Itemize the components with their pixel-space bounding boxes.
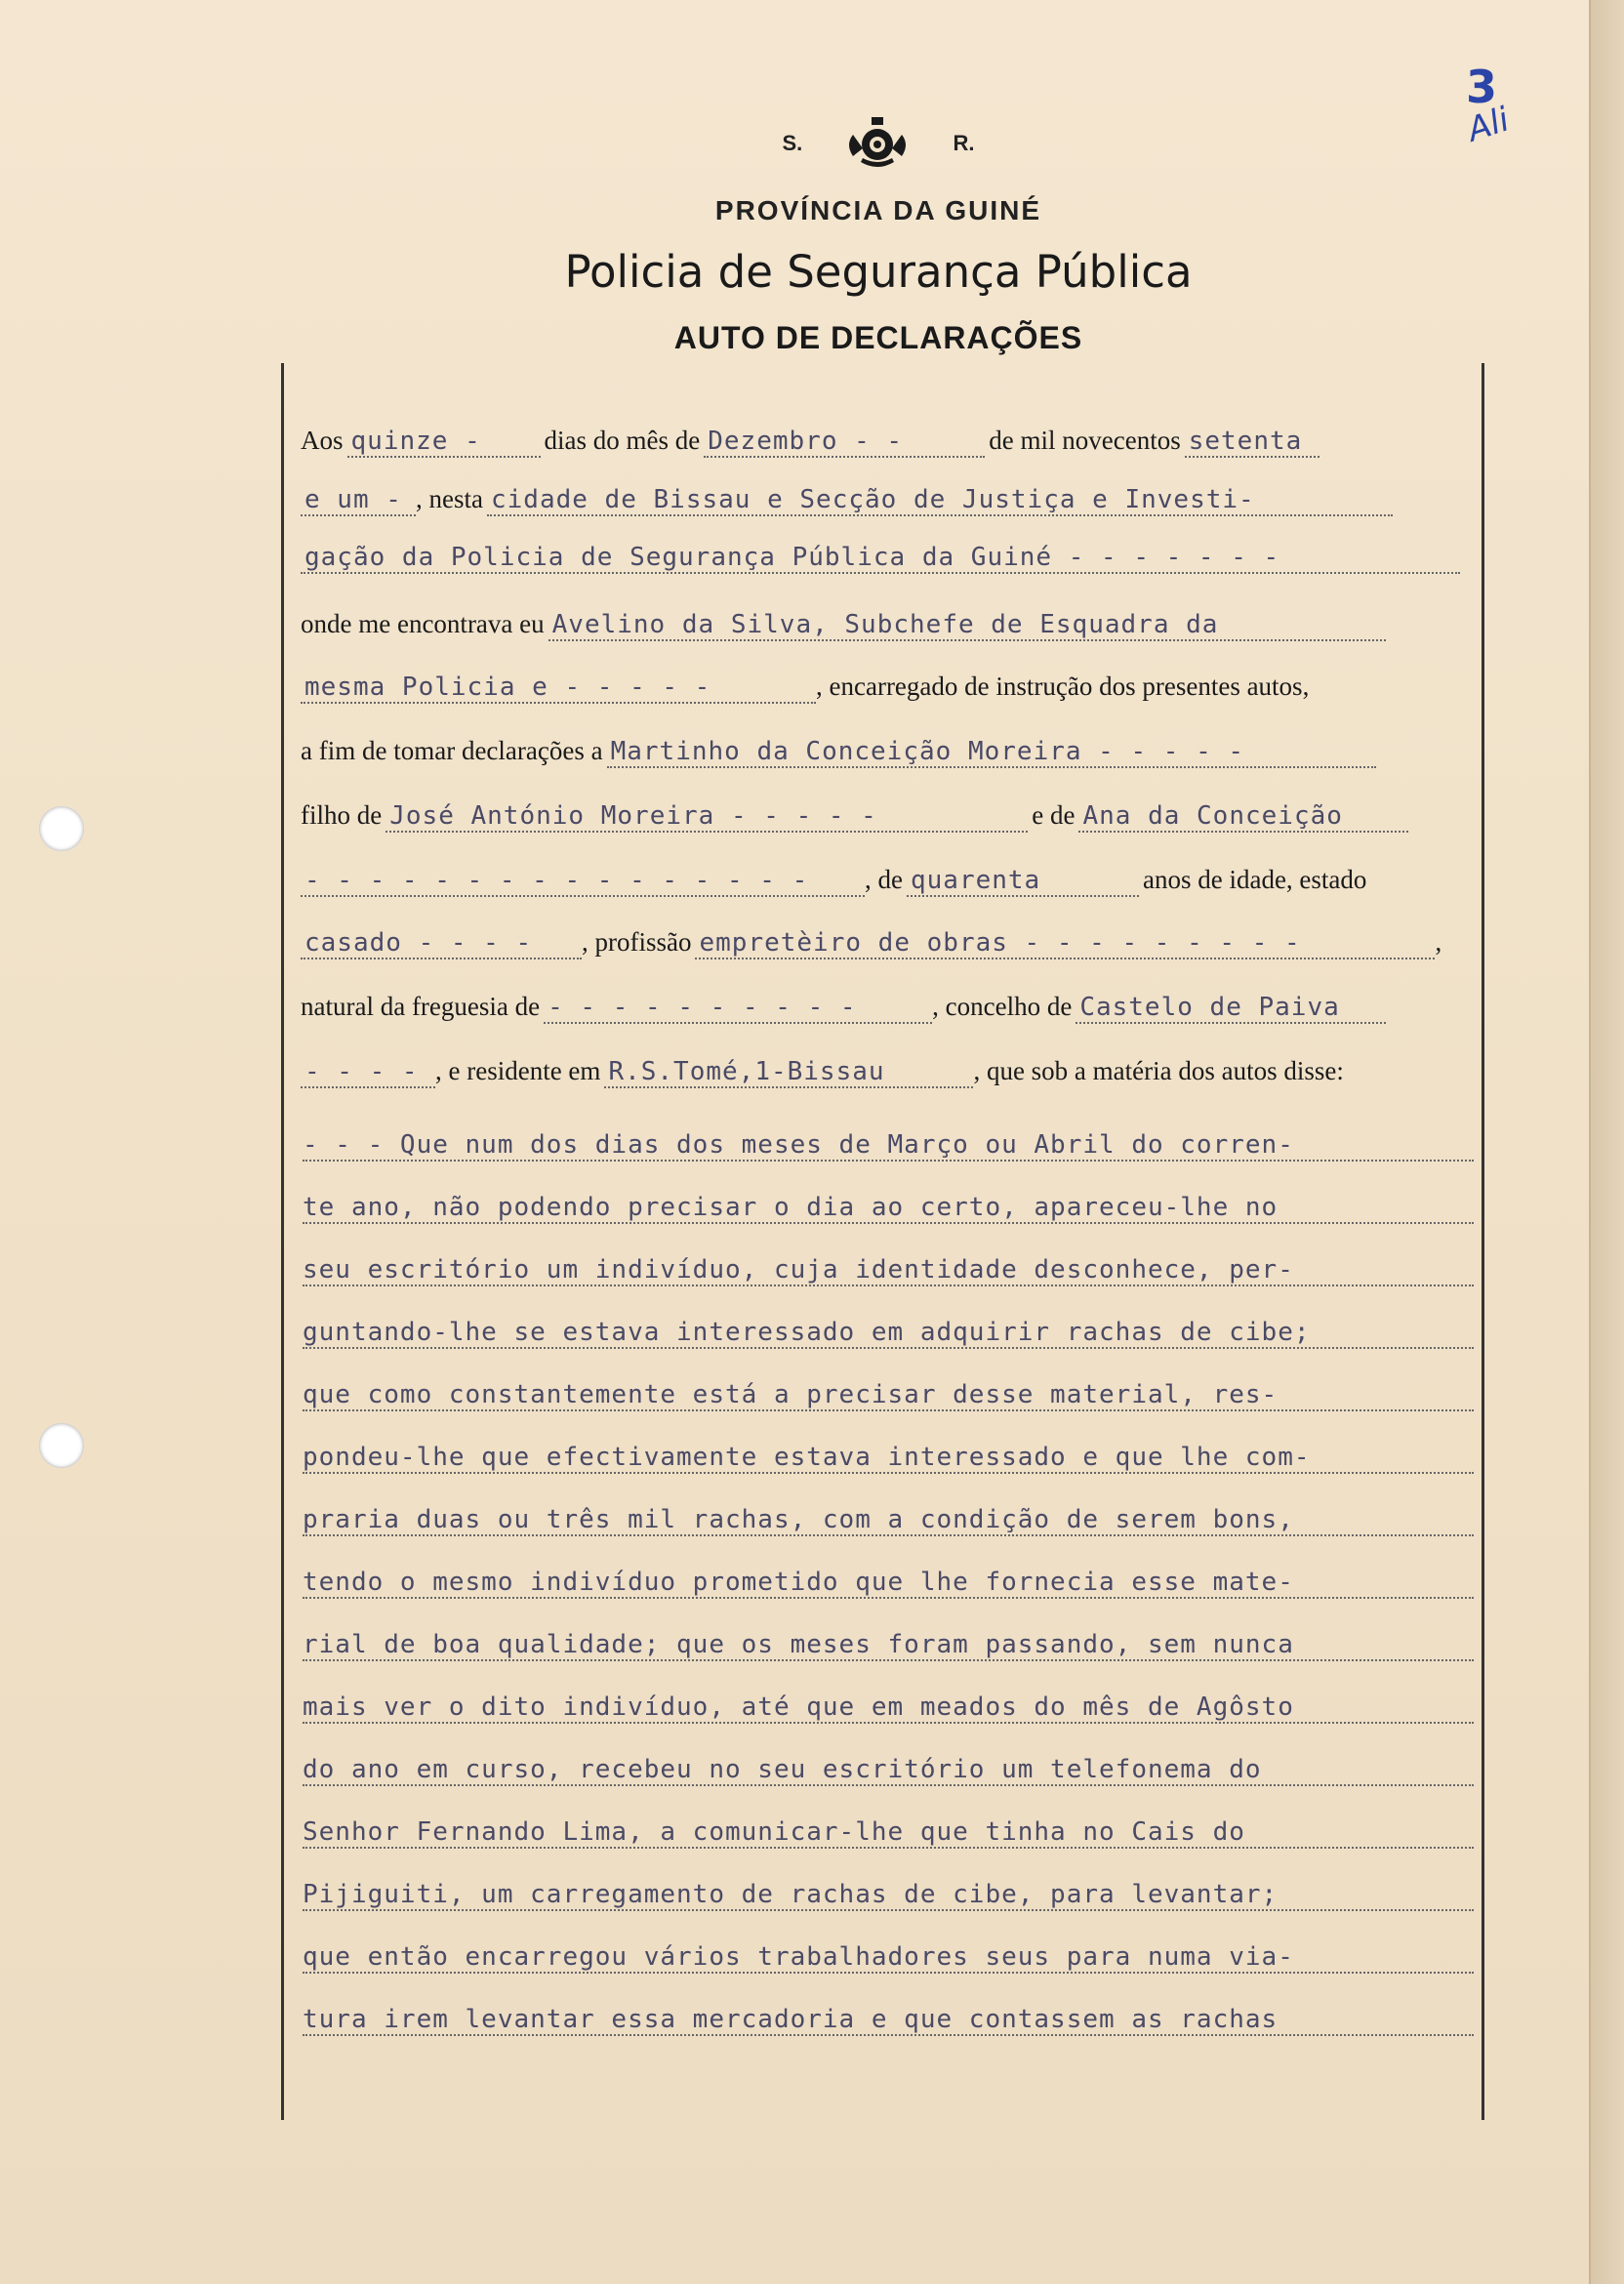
punch-hole-top bbox=[39, 806, 84, 851]
year-field-a: setenta bbox=[1185, 427, 1320, 458]
statement-line: rial de boa qualidade; que os meses foram passando, sem nunca bbox=[303, 1630, 1474, 1661]
right-margin-rule bbox=[1482, 363, 1484, 2120]
residence-field: R.S.Tomé,1-Bissau bbox=[604, 1057, 973, 1088]
page-number: 3 bbox=[1466, 61, 1498, 113]
label-residente: , e residente em bbox=[435, 1056, 601, 1085]
profession-field: empretèiro de obras - - - - - - - - - bbox=[695, 928, 1435, 959]
initials: Ali bbox=[1462, 100, 1515, 150]
form-line-origin bbox=[301, 992, 1472, 1040]
statement-line: do ano em curso, recebeu no seu escritório um telefonema do bbox=[303, 1755, 1474, 1786]
form-line-residence bbox=[301, 1056, 1472, 1105]
statement-line: Senhor Fernando Lima, a comunicar-lhe que tinha no Cais do bbox=[303, 1817, 1474, 1849]
label-idade: anos de idade, estado bbox=[1142, 865, 1367, 894]
officer-field-b: mesma Policia e - - - - - bbox=[301, 673, 816, 704]
statement-line: tendo o mesmo indivíduo prometido que lhe fornecia esse mate- bbox=[303, 1568, 1474, 1599]
form-line-age bbox=[301, 865, 1472, 914]
day-field: quinze - bbox=[347, 427, 541, 458]
left-margin-rule bbox=[281, 363, 284, 2120]
father-field: José António Moreira - - - - - bbox=[386, 801, 1028, 833]
page-edge bbox=[1589, 0, 1624, 2284]
form-line-place bbox=[301, 484, 1472, 533]
county-field: Castelo de Paiva bbox=[1076, 993, 1386, 1024]
label-comma: , bbox=[1435, 927, 1442, 957]
form-line-officer-cont bbox=[301, 672, 1472, 720]
statement-line: pondeu-lhe que efectivamente estava interessado e que lhe com- bbox=[303, 1443, 1474, 1474]
label-de: , de bbox=[865, 865, 903, 894]
statement-line: Pijiguiti, um carregamento de rachas de cibe, para levantar; bbox=[303, 1880, 1474, 1911]
place-field-b: gação da Policia de Segurança Pública da Guiné - - - - - - - bbox=[301, 543, 1460, 574]
punch-hole-bottom bbox=[39, 1423, 84, 1468]
form-line-parents bbox=[301, 800, 1472, 849]
form-line-officer bbox=[301, 609, 1472, 658]
statement-line: guntando-lhe se estava interessado em adquirir rachas de cibe; bbox=[303, 1318, 1474, 1349]
label-month: dias do mês de bbox=[544, 426, 701, 455]
form-line-profession bbox=[301, 927, 1472, 976]
s-letter: S. bbox=[782, 130, 803, 155]
mother-field-a: Ana da Conceição bbox=[1078, 801, 1408, 833]
label-concelho: , concelho de bbox=[932, 992, 1073, 1021]
residence-dash: - - - - bbox=[301, 1057, 435, 1088]
statement-line: mais ver o dito indivíduo, até que em meados do mês de Agôsto bbox=[303, 1693, 1474, 1724]
header-sr bbox=[488, 115, 1269, 174]
place-field-a: cidade de Bissau e Secção de Justiça e Investi- bbox=[487, 485, 1393, 516]
label-aos: Aos bbox=[301, 426, 344, 455]
year-field-b: e um - bbox=[301, 485, 416, 516]
month-field: Dezembro - - bbox=[704, 427, 985, 458]
label-instrucao: , encarregado de instrução dos presentes autos, bbox=[816, 672, 1310, 701]
label-nesta: , nesta bbox=[416, 484, 483, 513]
statement-line: - - - Que num dos dias dos meses de Março ou Abril do corren- bbox=[303, 1130, 1474, 1162]
handwritten-annotation bbox=[1462, 61, 1515, 150]
form-line-place-cont bbox=[301, 543, 1472, 591]
document-title: AUTO DE DECLARAÇÕES bbox=[673, 320, 1083, 355]
label-officer: onde me encontrava eu bbox=[301, 609, 545, 638]
label-disse: , que sob a matéria dos autos disse: bbox=[973, 1056, 1344, 1085]
statement-line: praria duas ou três mil rachas, com a condição de serem bons, bbox=[303, 1505, 1474, 1536]
statement-line: que então encarregou vários trabalhadores seus para numa via- bbox=[303, 1942, 1474, 1974]
label-declarant: a fim de tomar declarações a bbox=[301, 736, 603, 765]
form-line-declarant bbox=[301, 736, 1472, 785]
statement-line: seu escritório um indivíduo, cuja identidade desconhece, per- bbox=[303, 1255, 1474, 1286]
mother-field-b: - - - - - - - - - - - - - - - - bbox=[301, 866, 865, 897]
label-profissao: , profissão bbox=[582, 927, 692, 957]
label-year: de mil novecentos bbox=[989, 426, 1181, 455]
label-e-de: e de bbox=[1032, 800, 1076, 830]
province-title: PROVÍNCIA DA GUINÉ bbox=[714, 195, 1042, 225]
label-freguesia: natural da freguesia de bbox=[301, 992, 541, 1021]
statement-line: tura irem levantar essa mercadoria e que contassem as rachas bbox=[303, 2005, 1474, 2036]
declarant-field: Martinho da Conceição Moreira - - - - - bbox=[607, 737, 1376, 768]
parish-field: - - - - - - - - - - bbox=[544, 993, 932, 1024]
form-line-date bbox=[301, 426, 1472, 474]
label-filho: filho de bbox=[301, 800, 383, 830]
r-letter: R. bbox=[953, 130, 975, 155]
civil-status-field: casado - - - - bbox=[301, 928, 582, 959]
police-title: Policia de Segurança Pública bbox=[564, 246, 1193, 298]
statement-line: te ano, não podendo precisar o dia ao certo, apareceu-lhe no bbox=[303, 1193, 1474, 1224]
age-field: quarenta bbox=[907, 866, 1139, 897]
officer-field-a: Avelino da Silva, Subchefe de Esquadra da bbox=[548, 610, 1386, 641]
statement-line: que como constantemente está a precisar desse material, res- bbox=[303, 1380, 1474, 1411]
coat-of-arms-icon bbox=[843, 115, 912, 174]
